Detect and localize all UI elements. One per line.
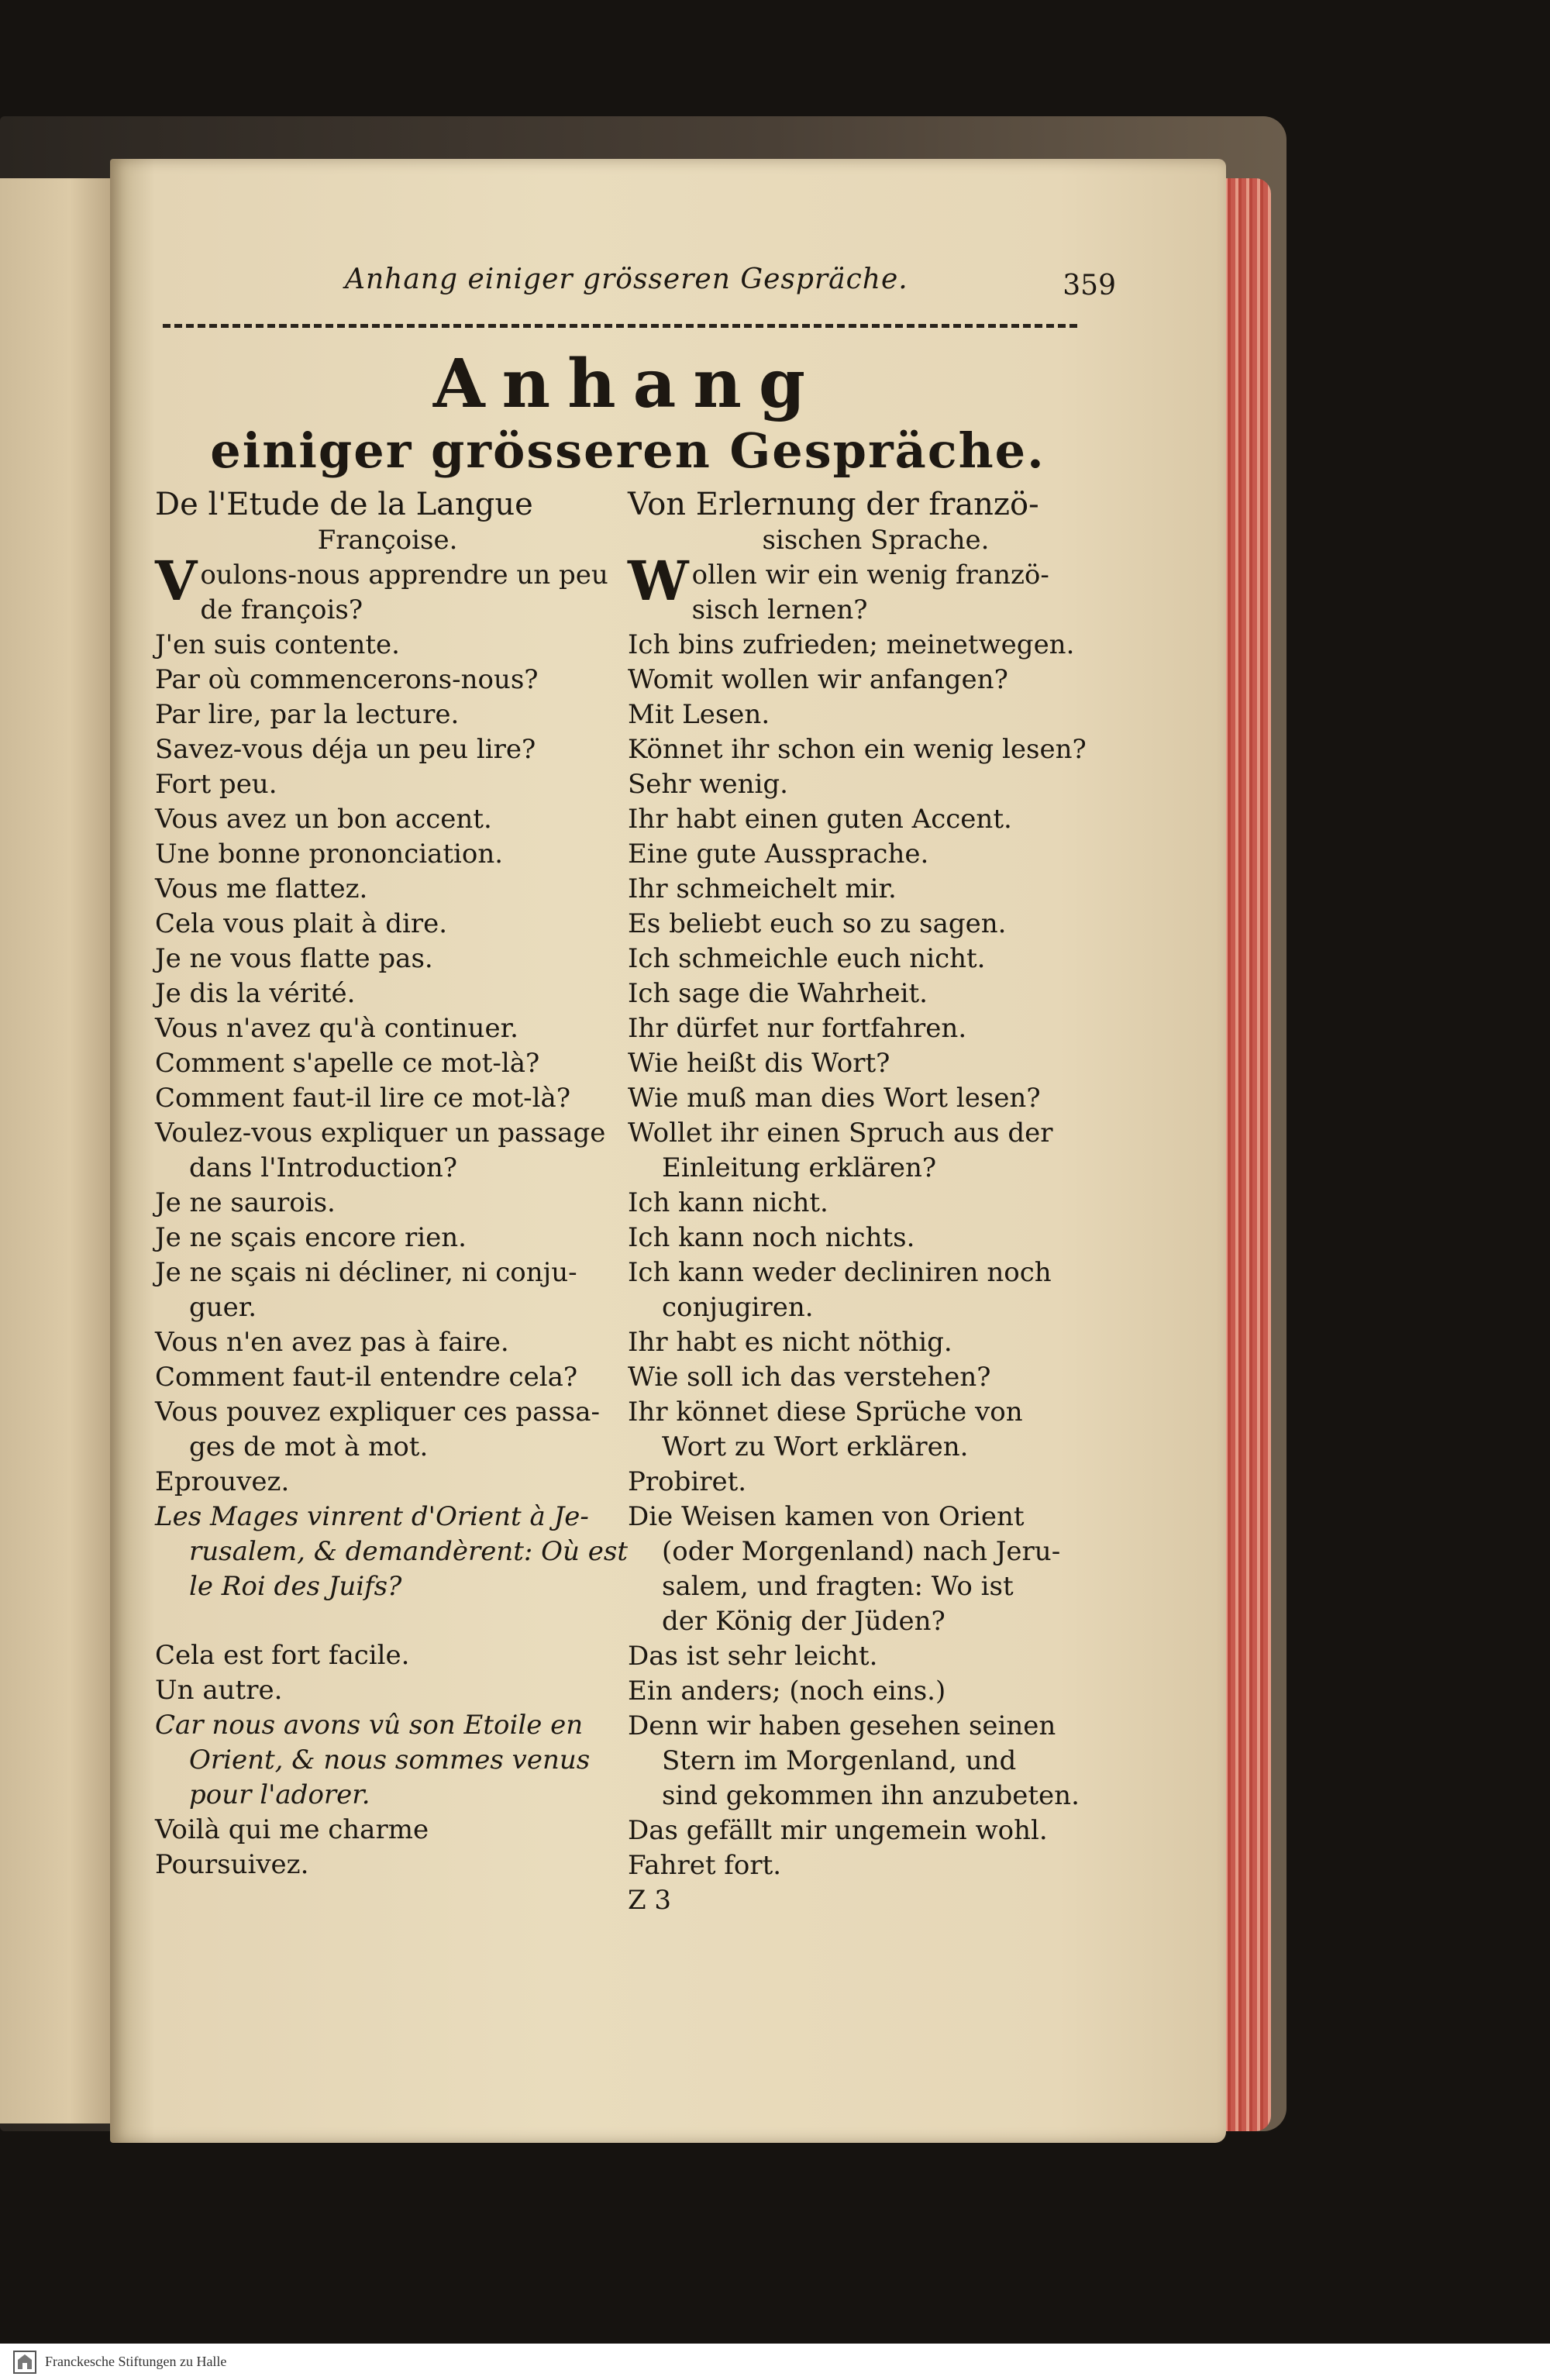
german-line: Wort zu Wort erklären. bbox=[662, 1431, 969, 1462]
french-line: Voulons-nous apprendre un peu bbox=[155, 549, 608, 613]
german-line: Das ist sehr leicht. bbox=[628, 1641, 878, 1672]
german-heading bbox=[628, 487, 1124, 558]
french-line: rusalem, & demandèrent: Où est bbox=[189, 1536, 628, 1567]
french-line: de françois? bbox=[200, 594, 363, 625]
german-line: Mit Lesen. bbox=[628, 699, 770, 730]
french-dropcap: V bbox=[155, 549, 198, 613]
german-line: Könnet ihr schon ein wenig lesen? bbox=[628, 734, 1087, 765]
header-rule bbox=[163, 324, 1077, 328]
german-line: salem, und fragten: Wo ist bbox=[662, 1571, 1014, 1602]
german-line: Wie heißt dis Wort? bbox=[628, 1048, 890, 1079]
german-line: Es beliebt euch so zu sagen. bbox=[628, 908, 1007, 939]
page-number: 359 bbox=[1063, 270, 1116, 301]
german-dropcap: W bbox=[628, 549, 689, 613]
french-line: Vous me flattez. bbox=[155, 873, 368, 904]
german-line: Sehr wenig. bbox=[628, 769, 788, 800]
footer-credit-link[interactable]: Franckesche Stiftungen zu Halle bbox=[45, 2354, 227, 2369]
german-line: Ein anders; (noch eins.) bbox=[628, 1676, 946, 1707]
german-line: der König der Jüden? bbox=[662, 1606, 946, 1637]
german-line: Das gefällt mir ungemein wohl. bbox=[628, 1815, 1048, 1846]
german-line: sisch lernen? bbox=[691, 594, 868, 625]
french-line: Je dis la vérité. bbox=[155, 978, 356, 1009]
german-line: Ich kann noch nichts. bbox=[628, 1222, 915, 1253]
french-line: Par où commencerons-nous? bbox=[155, 664, 539, 695]
french-line: Par lire, par la lecture. bbox=[155, 699, 460, 730]
french-line: guer. bbox=[189, 1292, 257, 1323]
french-line: Je ne sçais ni décliner, ni conju- bbox=[155, 1257, 577, 1288]
french-line: Vous pouvez expliquer ces passa- bbox=[155, 1397, 600, 1428]
french-line: Vous n'avez qu'à continuer. bbox=[155, 1013, 518, 1044]
foundation-logo-icon[interactable] bbox=[9, 2347, 40, 2378]
german-line: Fahret fort. bbox=[628, 1850, 782, 1881]
french-line: Savez-vous déja un peu lire? bbox=[155, 734, 536, 765]
french-column bbox=[155, 487, 628, 1882]
french-line: Je ne saurois. bbox=[155, 1187, 336, 1218]
german-line: Ihr dürfet nur fortfahren. bbox=[628, 1013, 967, 1044]
french-line: Eprouvez. bbox=[155, 1466, 290, 1497]
page-content bbox=[140, 263, 1116, 1992]
footer-bar bbox=[0, 2344, 1550, 2380]
chapter-title: Anhang bbox=[432, 345, 823, 423]
left-page-edge bbox=[0, 178, 116, 2123]
french-line: pour l'adorer. bbox=[189, 1779, 370, 1810]
french-line: Les Mages vinrent d'Orient à Je- bbox=[155, 1501, 589, 1532]
french-line: Poursuivez. bbox=[155, 1849, 309, 1880]
german-line: Ich kann weder decliniren noch bbox=[628, 1257, 1052, 1288]
french-line: Voilà qui me charme bbox=[155, 1814, 429, 1845]
french-line: Je ne vous flatte pas. bbox=[155, 943, 433, 974]
french-line: Une bonne prononciation. bbox=[155, 839, 504, 870]
german-line: Einleitung erklären? bbox=[662, 1152, 937, 1183]
german-line: Ich sage die Wahrheit. bbox=[628, 978, 928, 1009]
german-heading-text: Von Erlernung der franzö- bbox=[628, 487, 1039, 522]
german-line: Ich kann nicht. bbox=[628, 1187, 828, 1218]
french-heading-text: De l'Etude de la Langue bbox=[155, 487, 533, 522]
signature-mark: Z 3 bbox=[628, 1885, 672, 1916]
french-line: Un autre. bbox=[155, 1675, 283, 1706]
german-line: Ihr habt es nicht nöthig. bbox=[628, 1327, 952, 1358]
french-line: dans l'Introduction? bbox=[189, 1152, 457, 1183]
german-line: Wollet ihr einen Spruch aus der bbox=[628, 1118, 1053, 1149]
german-line: Wie soll ich das verstehen? bbox=[628, 1362, 991, 1393]
chapter-subtitle: einiger grösseren Gespräche. bbox=[210, 422, 1045, 479]
german-line: (oder Morgenland) nach Jeru- bbox=[662, 1536, 1061, 1567]
french-heading-sub: Françoise. bbox=[317, 525, 458, 556]
german-line: Wie muß man dies Wort lesen? bbox=[628, 1083, 1041, 1114]
french-line: Fort peu. bbox=[155, 769, 277, 800]
german-line: Ich bins zufrieden; meinetwegen. bbox=[628, 629, 1075, 660]
running-head: Anhang einiger grösseren Gespräche. bbox=[345, 263, 908, 295]
french-heading bbox=[155, 487, 620, 558]
french-line: Je ne sçais encore rien. bbox=[155, 1222, 467, 1253]
french-line: le Roi des Juifs? bbox=[189, 1571, 402, 1602]
french-gap bbox=[155, 1604, 620, 1638]
french-line: Cela vous plait à dire. bbox=[155, 908, 448, 939]
german-line: Stern im Morgenland, und bbox=[662, 1745, 1017, 1776]
french-line: Vous n'en avez pas à faire. bbox=[155, 1327, 509, 1358]
french-line: Car nous avons vû son Etoile en bbox=[155, 1710, 584, 1741]
french-line: Voulez-vous expliquer un passage bbox=[155, 1118, 606, 1149]
french-line: Comment faut-il lire ce mot-là? bbox=[155, 1083, 571, 1114]
french-line: Orient, & nous sommes venus bbox=[189, 1745, 591, 1776]
german-line: Ihr könnet diese Sprüche von bbox=[628, 1397, 1023, 1428]
french-line: ges de mot à mot. bbox=[189, 1431, 429, 1462]
french-line: Comment s'apelle ce mot-là? bbox=[155, 1048, 540, 1079]
german-line: Die Weisen kamen von Orient bbox=[628, 1501, 1025, 1532]
german-line: Ihr schmeichelt mir. bbox=[628, 873, 897, 904]
german-line: Probiret. bbox=[628, 1466, 747, 1497]
german-heading-sub: sischen Sprache. bbox=[762, 525, 990, 556]
german-column bbox=[628, 487, 1124, 1918]
german-line: conjugiren. bbox=[662, 1292, 814, 1323]
german-line: Ich schmeichle euch nicht. bbox=[628, 943, 986, 974]
german-line: Eine gute Aussprache. bbox=[628, 839, 929, 870]
french-line: J'en suis contente. bbox=[155, 629, 400, 660]
french-line: Cela est fort facile. bbox=[155, 1640, 410, 1671]
german-line: Ihr habt einen guten Accent. bbox=[628, 804, 1012, 835]
german-line: sind gekommen ihn anzubeten. bbox=[662, 1780, 1080, 1811]
german-line: Denn wir haben gesehen seinen bbox=[628, 1710, 1056, 1741]
german-line: Wollen wir ein wenig franzö- bbox=[628, 549, 1049, 613]
french-line: Comment faut-il entendre cela? bbox=[155, 1362, 578, 1393]
french-line: Vous avez un bon accent. bbox=[155, 804, 492, 835]
german-line: Womit wollen wir anfangen? bbox=[628, 664, 1008, 695]
